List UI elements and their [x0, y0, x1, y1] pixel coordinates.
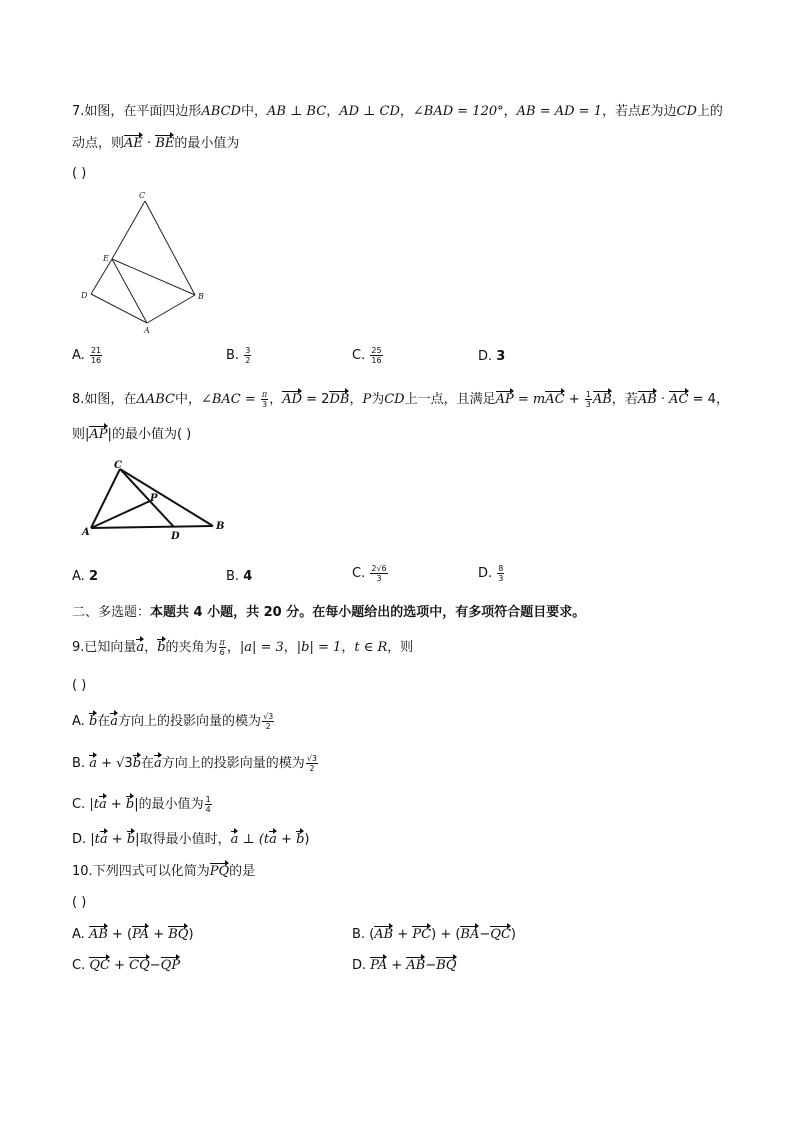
q7-label-a: A: [144, 326, 150, 335]
q7-edge-ab: [147, 295, 195, 323]
q8-option-b[interactable]: B. 4: [226, 569, 253, 584]
q7-number: 7.: [72, 104, 85, 119]
q8-edge-ca: [91, 469, 120, 528]
q10-option-a[interactable]: A. AB + (PA + BQ): [72, 927, 194, 942]
q7-option-a[interactable]: A. $\frac{21}{16}$: [72, 346, 102, 365]
q9-option-a[interactable]: A. b在a方向上的投影向量的模为 $\frac{√3}{2}$: [72, 712, 274, 731]
q8-label-c: C: [114, 460, 122, 471]
q8-stem-line2: 则|AP|的最小值为( ): [72, 427, 192, 442]
q7-figure: [78, 188, 213, 338]
q7-label-c: C: [139, 191, 146, 200]
q10-option-d[interactable]: D. PA + AB−BQ: [352, 958, 457, 973]
q9-option-d[interactable]: D. |ta + b|取得最小值时，a ⊥ (ta + b): [72, 832, 310, 847]
q10-answer-paren: ( ): [72, 895, 87, 910]
q7-edge-eb: [112, 259, 195, 295]
q7-option-b[interactable]: B. $\frac{3}{2}$: [226, 346, 251, 365]
q8-figure: [80, 456, 230, 542]
q10-option-c[interactable]: C. QC + CQ−QP: [72, 958, 181, 973]
q7-edge-bc: [145, 201, 195, 295]
q7-edge-ce: [112, 201, 145, 259]
q8-label-b: B: [216, 521, 225, 532]
q9-option-c[interactable]: C. |ta + b|的最小值为 $\frac{1}{4}$: [72, 795, 211, 814]
q9-stem: 9.已知向量a，b的夹角为 $\frac{\pi}{6}$ ，|a| = 3，|b| = 1，t ∈ R，则: [72, 638, 414, 657]
q7-option-c[interactable]: C. $\frac{25}{16}$: [352, 346, 382, 365]
q7-edge-ed: [91, 259, 112, 294]
q8-option-a[interactable]: A. 2: [72, 569, 98, 584]
q7-stem-line1: 7.如图，在平面四边形ABCD中，AB ⊥ BC，AD ⊥ CD，∠BAD = 120°，AB = AD = 1，若点E为边CD上的: [72, 104, 723, 119]
q9-number: 9.: [72, 640, 85, 655]
q7-label-d: D: [81, 291, 88, 300]
q10-option-b[interactable]: B. (AB + PC) + (BA−QC): [352, 927, 516, 942]
q10-stem: 10.下列四式可以化简为PQ的是: [72, 864, 256, 879]
q9-answer-paren: ( ): [72, 678, 87, 693]
q8-stem-line1: 8.如图，在ΔABC中，∠BAC = $\frac{\pi}{3}$ ，AD = 2DB，P为CD上一点，且满足AP = mAC + $\frac{1}{3}$ AB，若AB · AC = 4，: [72, 390, 729, 409]
q8-number: 8.: [72, 392, 85, 407]
q8-edge-ap: [91, 501, 150, 528]
q9-option-b[interactable]: B. a + √3b在a方向上的投影向量的模为 $\frac{√3}{2}$: [72, 754, 317, 773]
q7-label-e: E: [103, 254, 109, 263]
q8-label-d: D: [171, 531, 180, 542]
q10-number: 10.: [72, 864, 93, 879]
q7-stem-line2: 动点，则AE · BE的最小值为: [72, 136, 240, 151]
q8-edge-bc: [120, 469, 213, 526]
q8-label-a: A: [82, 527, 90, 538]
q8-option-d[interactable]: D. $\frac{8}{3}$: [478, 564, 504, 583]
section2-heading: 二、多选题：本题共 4 小题，共 20 分。在每小题给出的选项中，有多项符合题目要求。: [72, 605, 586, 620]
q8-edge-ab: [91, 526, 213, 528]
q8-option-c[interactable]: C. $\frac{2√6}{3}$: [352, 564, 387, 583]
q8-label-p: P: [150, 493, 158, 504]
q7-option-d[interactable]: D. 3: [478, 349, 506, 364]
q7-label-b: B: [198, 292, 204, 301]
q7-answer-paren: ( ): [72, 166, 87, 181]
